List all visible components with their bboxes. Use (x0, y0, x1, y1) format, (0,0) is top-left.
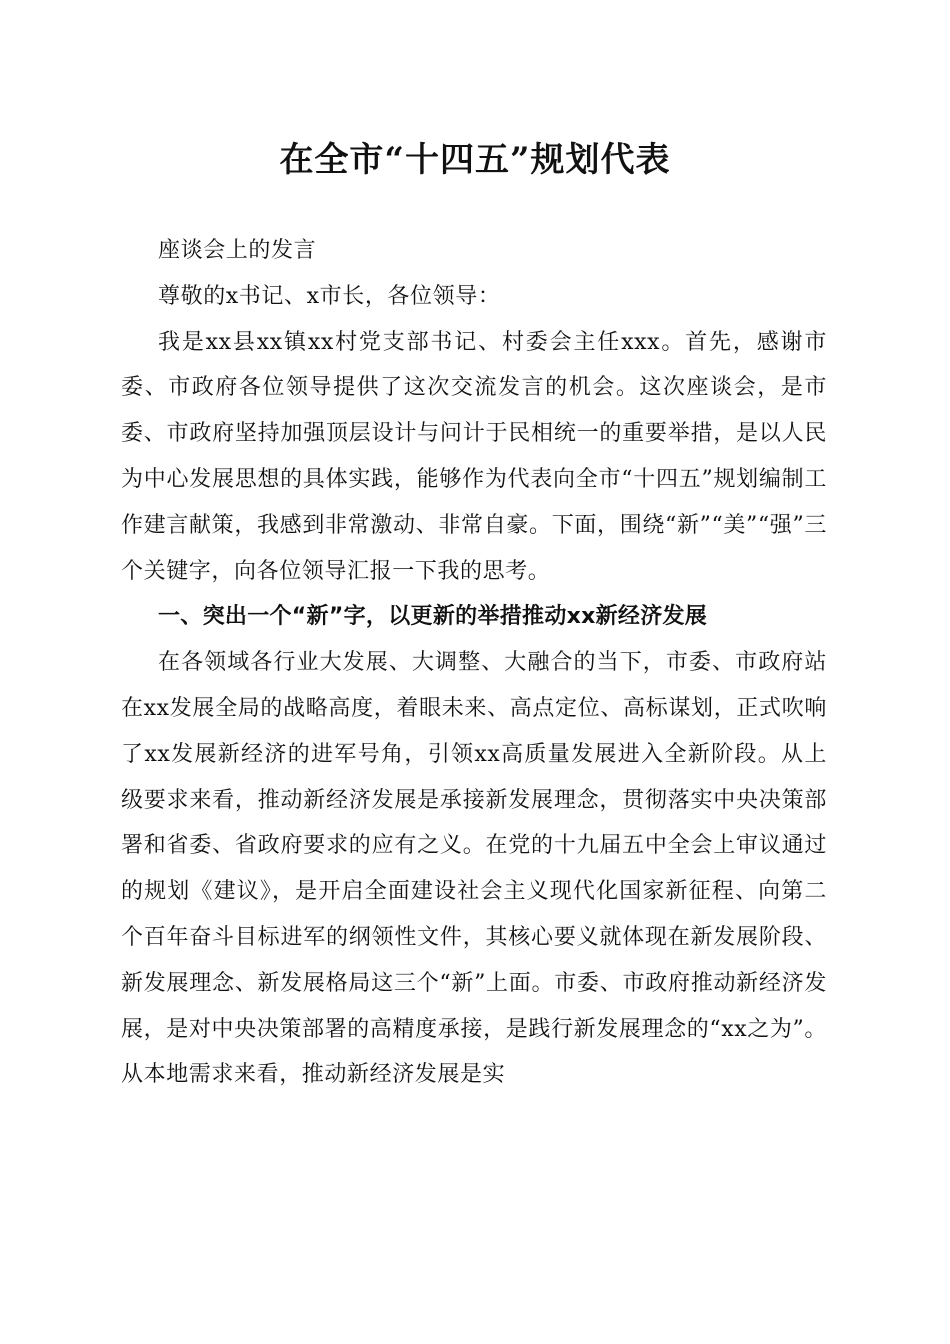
salutation-paragraph: 尊敬的x书记、x市长，各位领导： (158, 283, 501, 309)
document-body (121, 228, 827, 1098)
document-title: 在全市“十四五”规划代表 (279, 140, 671, 180)
intro-paragraph: 我是xx县xx镇xx村党支部书记、村委会主任xxx。首先，感谢市委、市政府各位领导提供了这次交流发言的机会。这次座谈会，是市委、市政府坚持加强顶层设计与问计于民相统一的重要举措，是以人民为中心发展思想的具体实践，能够作为代表向全市“十四五”规划编制工作建言献策，我感到非常激动、非常自豪。下面，围绕“新”“美”“强”三个关键字，向各位领导汇报一下我的思考。 (121, 329, 827, 584)
subtitle-paragraph: 座谈会上的发言 (158, 238, 317, 263)
section-heading: 一、突出一个“新”字，以更新的举措推动xx新经济发展 (158, 604, 708, 630)
body-paragraph: 在各领域各行业大发展、大调整、大融合的当下，市委、市政府站在xx发展全局的战略高度，着眼未来、高点定位、高标谋划，正式吹响了xx发展新经济的进军号角，引领xx高质量发展进入全新阶段。从上级要求来看，推动新经济发展是承接新发展理念，贯彻落实中央决策部署和省委、省政府要求的应有之义。在党的十九届五中全会上审议通过的规划《建议》，是开启全面建设社会主义现代化国家新征程、向第二个百年奋斗目标进军的纲领性文件，其核心要义就体现在新发展阶段、新发展理念、新发展格局这三个“新”上面。市委、市政府推动新经济发展，是对中央决策部署的高精度承接，是践行新发展理念的“xx之为”。从本地需求来看，推动新经济发展是实 (121, 650, 827, 1088)
